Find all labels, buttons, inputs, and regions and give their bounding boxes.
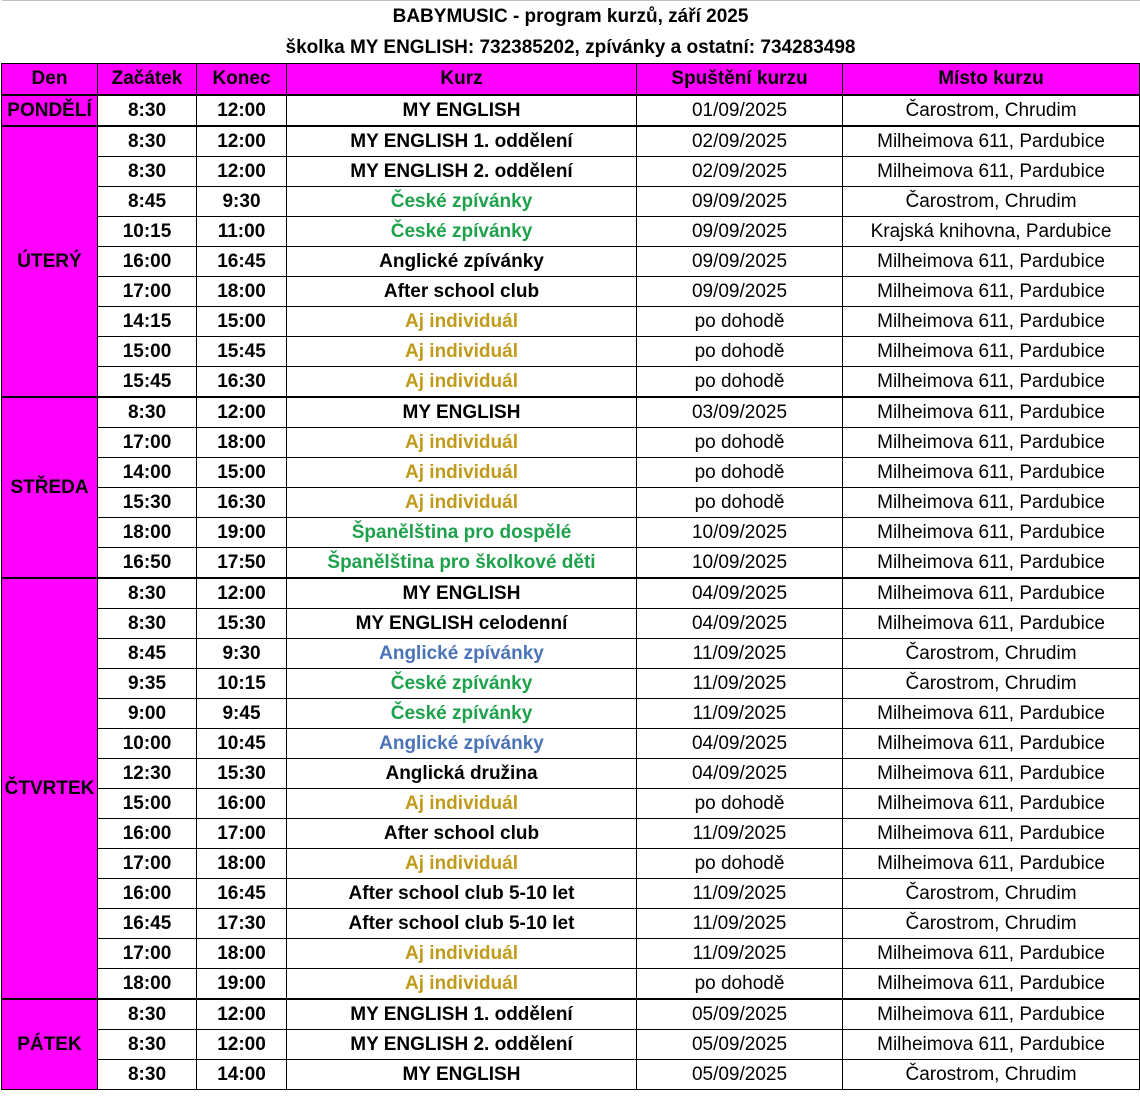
launch-date-cell: po dohodě — [637, 458, 843, 488]
launch-date-cell: 11/09/2025 — [637, 939, 843, 969]
launch-date-cell: 10/09/2025 — [637, 548, 843, 579]
end-time-cell: 18:00 — [197, 939, 287, 969]
place-cell: Milheimova 611, Pardubice — [843, 578, 1140, 609]
launch-date-cell: 04/09/2025 — [637, 759, 843, 789]
launch-date-cell: 11/09/2025 — [637, 669, 843, 699]
start-time-cell: 15:00 — [98, 337, 197, 367]
table-row — [2, 578, 1140, 609]
end-time-cell: 10:15 — [197, 669, 287, 699]
start-time-cell: 18:00 — [98, 969, 197, 1000]
end-time-cell: 16:30 — [197, 488, 287, 518]
course-cell: After school club — [287, 277, 637, 307]
start-time-cell: 10:00 — [98, 729, 197, 759]
launch-date-cell: 11/09/2025 — [637, 639, 843, 669]
end-time-cell: 17:00 — [197, 819, 287, 849]
header-end: Konec — [197, 64, 287, 96]
end-time-cell: 12:00 — [197, 126, 287, 157]
day-cell: STŘEDA — [2, 397, 98, 578]
end-time-cell: 18:00 — [197, 849, 287, 879]
header-course: Kurz — [287, 64, 637, 96]
table-row — [2, 217, 1140, 247]
launch-date-cell: 09/09/2025 — [637, 217, 843, 247]
table-row — [2, 1030, 1140, 1060]
start-time-cell: 12:30 — [98, 759, 197, 789]
course-cell: MY ENGLISH 1. oddělení — [287, 126, 637, 157]
course-cell: Aj individuál — [287, 458, 637, 488]
end-time-cell: 12:00 — [197, 999, 287, 1030]
table-row — [2, 187, 1140, 217]
place-cell: Čarostrom, Chrudim — [843, 909, 1140, 939]
table-row — [2, 909, 1140, 939]
place-cell: Milheimova 611, Pardubice — [843, 518, 1140, 548]
launch-date-cell: 02/09/2025 — [637, 157, 843, 187]
launch-date-cell: 11/09/2025 — [637, 699, 843, 729]
end-time-cell: 16:30 — [197, 367, 287, 398]
table-row — [2, 999, 1140, 1030]
start-time-cell: 14:00 — [98, 458, 197, 488]
launch-date-cell: 11/09/2025 — [637, 879, 843, 909]
place-cell: Milheimova 611, Pardubice — [843, 729, 1140, 759]
end-time-cell: 19:00 — [197, 969, 287, 1000]
start-time-cell: 8:30 — [98, 126, 197, 157]
place-cell: Čarostrom, Chrudim — [843, 669, 1140, 699]
table-row — [2, 879, 1140, 909]
table-row — [2, 849, 1140, 879]
launch-date-cell: 10/09/2025 — [637, 518, 843, 548]
table-row — [2, 126, 1140, 157]
start-time-cell: 8:30 — [98, 1030, 197, 1060]
page-subtitle: školka MY ENGLISH: 732385202, zpívánky a ostatní: 734283498 — [2, 32, 1140, 64]
table-row — [2, 699, 1140, 729]
start-time-cell: 8:30 — [98, 95, 197, 126]
start-time-cell: 9:00 — [98, 699, 197, 729]
course-cell: České zpívánky — [287, 699, 637, 729]
place-cell: Milheimova 611, Pardubice — [843, 397, 1140, 428]
launch-date-cell: 09/09/2025 — [637, 247, 843, 277]
start-time-cell: 8:30 — [98, 609, 197, 639]
start-time-cell: 10:15 — [98, 217, 197, 247]
start-time-cell: 8:30 — [98, 999, 197, 1030]
start-time-cell: 8:45 — [98, 639, 197, 669]
end-time-cell: 14:00 — [197, 1060, 287, 1090]
end-time-cell: 16:45 — [197, 879, 287, 909]
place-cell: Milheimova 611, Pardubice — [843, 759, 1140, 789]
end-time-cell: 9:30 — [197, 187, 287, 217]
start-time-cell: 17:00 — [98, 849, 197, 879]
end-time-cell: 18:00 — [197, 428, 287, 458]
course-cell: České zpívánky — [287, 669, 637, 699]
place-cell: Čarostrom, Chrudim — [843, 1060, 1140, 1090]
end-time-cell: 15:45 — [197, 337, 287, 367]
table-row — [2, 95, 1140, 126]
place-cell: Milheimova 611, Pardubice — [843, 699, 1140, 729]
page-title: BABYMUSIC - program kurzů, září 2025 — [2, 1, 1140, 33]
end-time-cell: 15:00 — [197, 307, 287, 337]
course-cell: Anglická družina — [287, 759, 637, 789]
place-cell: Milheimova 611, Pardubice — [843, 819, 1140, 849]
launch-date-cell: 03/09/2025 — [637, 397, 843, 428]
start-time-cell: 17:00 — [98, 428, 197, 458]
place-cell: Čarostrom, Chrudim — [843, 187, 1140, 217]
day-cell: PÁTEK — [2, 999, 98, 1090]
start-time-cell: 17:00 — [98, 939, 197, 969]
end-time-cell: 15:30 — [197, 759, 287, 789]
course-cell: MY ENGLISH 2. oddělení — [287, 1030, 637, 1060]
table-row — [2, 488, 1140, 518]
start-time-cell: 18:00 — [98, 518, 197, 548]
start-time-cell: 8:45 — [98, 187, 197, 217]
course-cell: After school club 5-10 let — [287, 879, 637, 909]
place-cell: Čarostrom, Chrudim — [843, 639, 1140, 669]
course-cell: Anglické zpívánky — [287, 247, 637, 277]
launch-date-cell: po dohodě — [637, 969, 843, 1000]
start-time-cell: 16:45 — [98, 909, 197, 939]
header-row — [2, 64, 1140, 96]
course-cell: Aj individuál — [287, 789, 637, 819]
launch-date-cell: po dohodě — [637, 307, 843, 337]
end-time-cell: 17:30 — [197, 909, 287, 939]
course-cell: Aj individuál — [287, 307, 637, 337]
end-time-cell: 12:00 — [197, 397, 287, 428]
start-time-cell: 9:35 — [98, 669, 197, 699]
end-time-cell: 12:00 — [197, 157, 287, 187]
course-cell: Anglické zpívánky — [287, 639, 637, 669]
launch-date-cell: po dohodě — [637, 367, 843, 398]
launch-date-cell: 11/09/2025 — [637, 909, 843, 939]
place-cell: Milheimova 611, Pardubice — [843, 488, 1140, 518]
table-row — [2, 518, 1140, 548]
table-row — [2, 759, 1140, 789]
place-cell: Milheimova 611, Pardubice — [843, 126, 1140, 157]
place-cell: Milheimova 611, Pardubice — [843, 247, 1140, 277]
launch-date-cell: 04/09/2025 — [637, 729, 843, 759]
table-row — [2, 277, 1140, 307]
table-row — [2, 397, 1140, 428]
end-time-cell: 9:45 — [197, 699, 287, 729]
place-cell: Milheimova 611, Pardubice — [843, 157, 1140, 187]
end-time-cell: 17:50 — [197, 548, 287, 579]
launch-date-cell: 04/09/2025 — [637, 578, 843, 609]
place-cell: Milheimova 611, Pardubice — [843, 428, 1140, 458]
start-time-cell: 16:00 — [98, 879, 197, 909]
launch-date-cell: 01/09/2025 — [637, 95, 843, 126]
start-time-cell: 14:15 — [98, 307, 197, 337]
launch-date-cell: po dohodě — [637, 337, 843, 367]
end-time-cell: 10:45 — [197, 729, 287, 759]
table-row — [2, 337, 1140, 367]
place-cell: Milheimova 611, Pardubice — [843, 337, 1140, 367]
table-row — [2, 458, 1140, 488]
start-time-cell: 17:00 — [98, 277, 197, 307]
header-place: Místo kurzu — [843, 64, 1140, 96]
course-cell: MY ENGLISH — [287, 95, 637, 126]
start-time-cell: 8:30 — [98, 578, 197, 609]
launch-date-cell: 09/09/2025 — [637, 277, 843, 307]
course-cell: Aj individuál — [287, 849, 637, 879]
place-cell: Milheimova 611, Pardubice — [843, 367, 1140, 398]
start-time-cell: 16:00 — [98, 247, 197, 277]
place-cell: Milheimova 611, Pardubice — [843, 307, 1140, 337]
course-cell: Aj individuál — [287, 428, 637, 458]
table-row — [2, 1060, 1140, 1090]
start-time-cell: 8:30 — [98, 397, 197, 428]
course-cell: MY ENGLISH celodenní — [287, 609, 637, 639]
place-cell: Čarostrom, Chrudim — [843, 879, 1140, 909]
course-cell: MY ENGLISH — [287, 578, 637, 609]
place-cell: Milheimova 611, Pardubice — [843, 969, 1140, 1000]
place-cell: Milheimova 611, Pardubice — [843, 1030, 1140, 1060]
end-time-cell: 9:30 — [197, 639, 287, 669]
schedule-table — [1, 0, 1140, 1090]
course-cell: Anglické zpívánky — [287, 729, 637, 759]
end-time-cell: 15:30 — [197, 609, 287, 639]
schedule-body — [2, 95, 1140, 1090]
place-cell: Milheimova 611, Pardubice — [843, 277, 1140, 307]
course-cell: Aj individuál — [287, 367, 637, 398]
course-cell: Španělština pro dospělé — [287, 518, 637, 548]
course-cell: After school club — [287, 819, 637, 849]
table-row — [2, 639, 1140, 669]
day-cell: PONDĚLÍ — [2, 95, 98, 126]
launch-date-cell: 04/09/2025 — [637, 609, 843, 639]
place-cell: Milheimova 611, Pardubice — [843, 609, 1140, 639]
end-time-cell: 11:00 — [197, 217, 287, 247]
end-time-cell: 12:00 — [197, 95, 287, 126]
table-row — [2, 367, 1140, 398]
course-cell: MY ENGLISH 2. oddělení — [287, 157, 637, 187]
place-cell: Milheimova 611, Pardubice — [843, 789, 1140, 819]
end-time-cell: 12:00 — [197, 1030, 287, 1060]
table-row — [2, 969, 1140, 1000]
course-cell: Aj individuál — [287, 969, 637, 1000]
start-time-cell: 16:00 — [98, 819, 197, 849]
header-day: Den — [2, 64, 98, 96]
launch-date-cell: 05/09/2025 — [637, 999, 843, 1030]
end-time-cell: 12:00 — [197, 578, 287, 609]
table-row — [2, 669, 1140, 699]
place-cell: Milheimova 611, Pardubice — [843, 458, 1140, 488]
place-cell: Krajská knihovna, Pardubice — [843, 217, 1140, 247]
table-row — [2, 609, 1140, 639]
table-row — [2, 428, 1140, 458]
launch-date-cell: 11/09/2025 — [637, 819, 843, 849]
end-time-cell: 16:00 — [197, 789, 287, 819]
launch-date-cell: 09/09/2025 — [637, 187, 843, 217]
course-cell: MY ENGLISH 1. oddělení — [287, 999, 637, 1030]
start-time-cell: 8:30 — [98, 157, 197, 187]
course-cell: MY ENGLISH — [287, 1060, 637, 1090]
header-start: Začátek — [98, 64, 197, 96]
table-row — [2, 819, 1140, 849]
place-cell: Čarostrom, Chrudim — [843, 95, 1140, 126]
course-cell: Aj individuál — [287, 939, 637, 969]
launch-date-cell: 05/09/2025 — [637, 1030, 843, 1060]
table-row — [2, 307, 1140, 337]
day-cell: ČTVRTEK — [2, 578, 98, 999]
table-row — [2, 548, 1140, 579]
table-row — [2, 729, 1140, 759]
place-cell: Milheimova 611, Pardubice — [843, 999, 1140, 1030]
course-cell: České zpívánky — [287, 217, 637, 247]
course-cell: České zpívánky — [287, 187, 637, 217]
start-time-cell: 16:50 — [98, 548, 197, 579]
place-cell: Milheimova 611, Pardubice — [843, 548, 1140, 579]
table-row — [2, 789, 1140, 819]
end-time-cell: 16:45 — [197, 247, 287, 277]
table-row — [2, 157, 1140, 187]
launch-date-cell: po dohodě — [637, 789, 843, 819]
start-time-cell: 15:30 — [98, 488, 197, 518]
start-time-cell: 15:00 — [98, 789, 197, 819]
table-row — [2, 247, 1140, 277]
course-cell: Aj individuál — [287, 337, 637, 367]
end-time-cell: 19:00 — [197, 518, 287, 548]
place-cell: Milheimova 611, Pardubice — [843, 939, 1140, 969]
header-launch: Spuštění kurzu — [637, 64, 843, 96]
launch-date-cell: po dohodě — [637, 849, 843, 879]
launch-date-cell: po dohodě — [637, 488, 843, 518]
course-cell: Španělština pro školkové děti — [287, 548, 637, 579]
table-row — [2, 939, 1140, 969]
launch-date-cell: 05/09/2025 — [637, 1060, 843, 1090]
end-time-cell: 15:00 — [197, 458, 287, 488]
launch-date-cell: 02/09/2025 — [637, 126, 843, 157]
start-time-cell: 15:45 — [98, 367, 197, 398]
end-time-cell: 18:00 — [197, 277, 287, 307]
course-cell: MY ENGLISH — [287, 397, 637, 428]
course-cell: After school club 5-10 let — [287, 909, 637, 939]
start-time-cell: 8:30 — [98, 1060, 197, 1090]
launch-date-cell: po dohodě — [637, 428, 843, 458]
course-cell: Aj individuál — [287, 488, 637, 518]
place-cell: Milheimova 611, Pardubice — [843, 849, 1140, 879]
day-cell: ÚTERÝ — [2, 126, 98, 397]
